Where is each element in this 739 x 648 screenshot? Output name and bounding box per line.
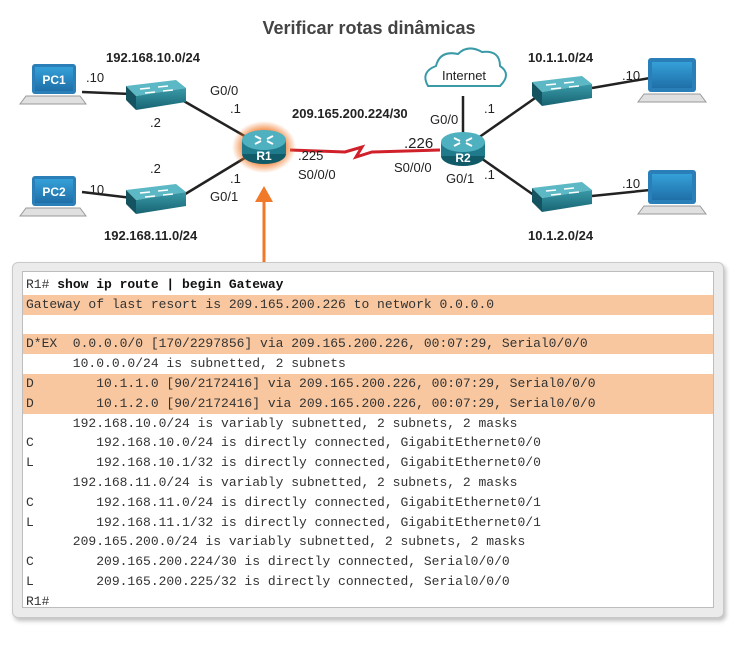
net-192-168-10: 192.168.10.0/24 — [106, 50, 200, 65]
switch-2[interactable] — [126, 184, 186, 214]
route-line: C 209.165.200.224/30 is directly connected, Serial0/0/0 — [26, 554, 510, 570]
r1-g01-ip: .1 — [230, 171, 241, 186]
link-sw3-pc3 — [592, 78, 650, 88]
route-line: Gateway of last resort is 209.165.200.226 to network 0.0.0.0 — [23, 295, 713, 315]
prompt: R1# — [26, 277, 50, 292]
router-r2[interactable] — [441, 132, 485, 166]
pointer-arrow — [255, 186, 273, 262]
console-window — [12, 262, 724, 618]
pc1-label: PC1 — [42, 73, 66, 87]
route-line: C 192.168.11.0/24 is directly connected, GigabitEthernet0/1 — [26, 494, 541, 510]
route-line: 209.165.200.0/24 is variably subnetted, 2 subnets, 2 masks — [26, 534, 526, 550]
route-line: D 10.1.1.0 [90/2172416] via 209.165.200.226, 00:07:29, Serial0/0/0 — [23, 374, 713, 394]
route-line: 10.0.0.0/24 is subnetted, 2 subnets — [26, 356, 346, 372]
net-192-168-11: 192.168.11.0/24 — [104, 228, 198, 243]
route-line: D*EX 0.0.0.0/0 [170/2297856] via 209.165.200.226, 00:07:29, Serial0/0/0 — [23, 334, 713, 354]
route-line: L 192.168.11.1/32 is directly connected, GigabitEthernet0/1 — [26, 514, 541, 530]
link-pc1-sw1 — [82, 92, 132, 94]
net-10-1-1: 10.1.1.0/24 — [528, 50, 594, 65]
r2-g01-name: G0/1 — [446, 171, 475, 186]
net-serial: 209.165.200.224/30 — [292, 106, 408, 121]
pc2-host-label: .10 — [86, 182, 105, 197]
pc4[interactable] — [638, 170, 706, 214]
r1-g00-ip: .1 — [230, 101, 241, 116]
r1-label: R1 — [256, 149, 272, 163]
r2-g01-ip: .1 — [484, 167, 495, 182]
output-lines — [23, 295, 713, 592]
switch-1[interactable] — [126, 80, 186, 110]
pc3-host-label: .10 — [622, 68, 641, 83]
sw2-host-label: .2 — [150, 161, 161, 176]
r1-s000-name: S0/0/0 — [298, 167, 336, 182]
route-line — [23, 315, 713, 335]
r1-g01-name: G0/1 — [210, 189, 239, 204]
route-line: C 192.168.10.0/24 is directly connected, GigabitEthernet0/0 — [26, 435, 541, 451]
switch-4[interactable] — [532, 182, 592, 212]
pc1-host-label: .10 — [86, 70, 105, 85]
diagram-title: Verificar rotas dinâmicas — [262, 18, 476, 38]
pc4-host-label: .10 — [622, 176, 641, 191]
switch-3[interactable] — [532, 76, 592, 106]
internet-label: Internet — [441, 68, 487, 83]
r2-g00-name: G0/0 — [430, 112, 459, 127]
end-prompt: R1# — [26, 593, 50, 609]
route-line: L 209.165.200.225/32 is directly connected, Serial0/0/0 — [26, 573, 510, 589]
link-sw4-pc4 — [592, 190, 650, 196]
command-text: show ip route | begin Gateway — [57, 277, 284, 292]
router-r1[interactable] — [232, 121, 296, 173]
pc3[interactable] — [638, 58, 706, 102]
r2-s000-name: S0/0/0 — [394, 160, 432, 175]
topology-diagram — [0, 0, 739, 262]
r1-s000-ip: .225 — [298, 148, 324, 163]
pc2[interactable] — [20, 176, 86, 216]
sw1-host-label: .2 — [150, 115, 161, 130]
pc1[interactable] — [20, 64, 86, 104]
command-line — [23, 275, 713, 295]
route-line: 192.168.10.0/24 is variably subnetted, 2 subnets, 2 masks — [26, 415, 518, 431]
route-line: 192.168.11.0/24 is variably subnetted, 2 subnets, 2 masks — [26, 474, 518, 490]
r2-g00-ip: .1 — [484, 101, 495, 116]
pc2-label: PC2 — [42, 185, 66, 199]
r2-s000-ip: .226 — [404, 135, 434, 152]
route-line: L 192.168.10.1/32 is directly connected, GigabitEthernet0/0 — [26, 455, 541, 471]
route-line: D 10.1.2.0 [90/2172416] via 209.165.200.226, 00:07:29, Serial0/0/0 — [23, 394, 713, 414]
r2-label: R2 — [455, 151, 471, 165]
internet-cloud — [425, 48, 506, 86]
net-10-1-2: 10.1.2.0/24 — [528, 228, 594, 243]
terminal-output[interactable] — [22, 271, 714, 608]
r1-g00-name: G0/0 — [210, 83, 239, 98]
